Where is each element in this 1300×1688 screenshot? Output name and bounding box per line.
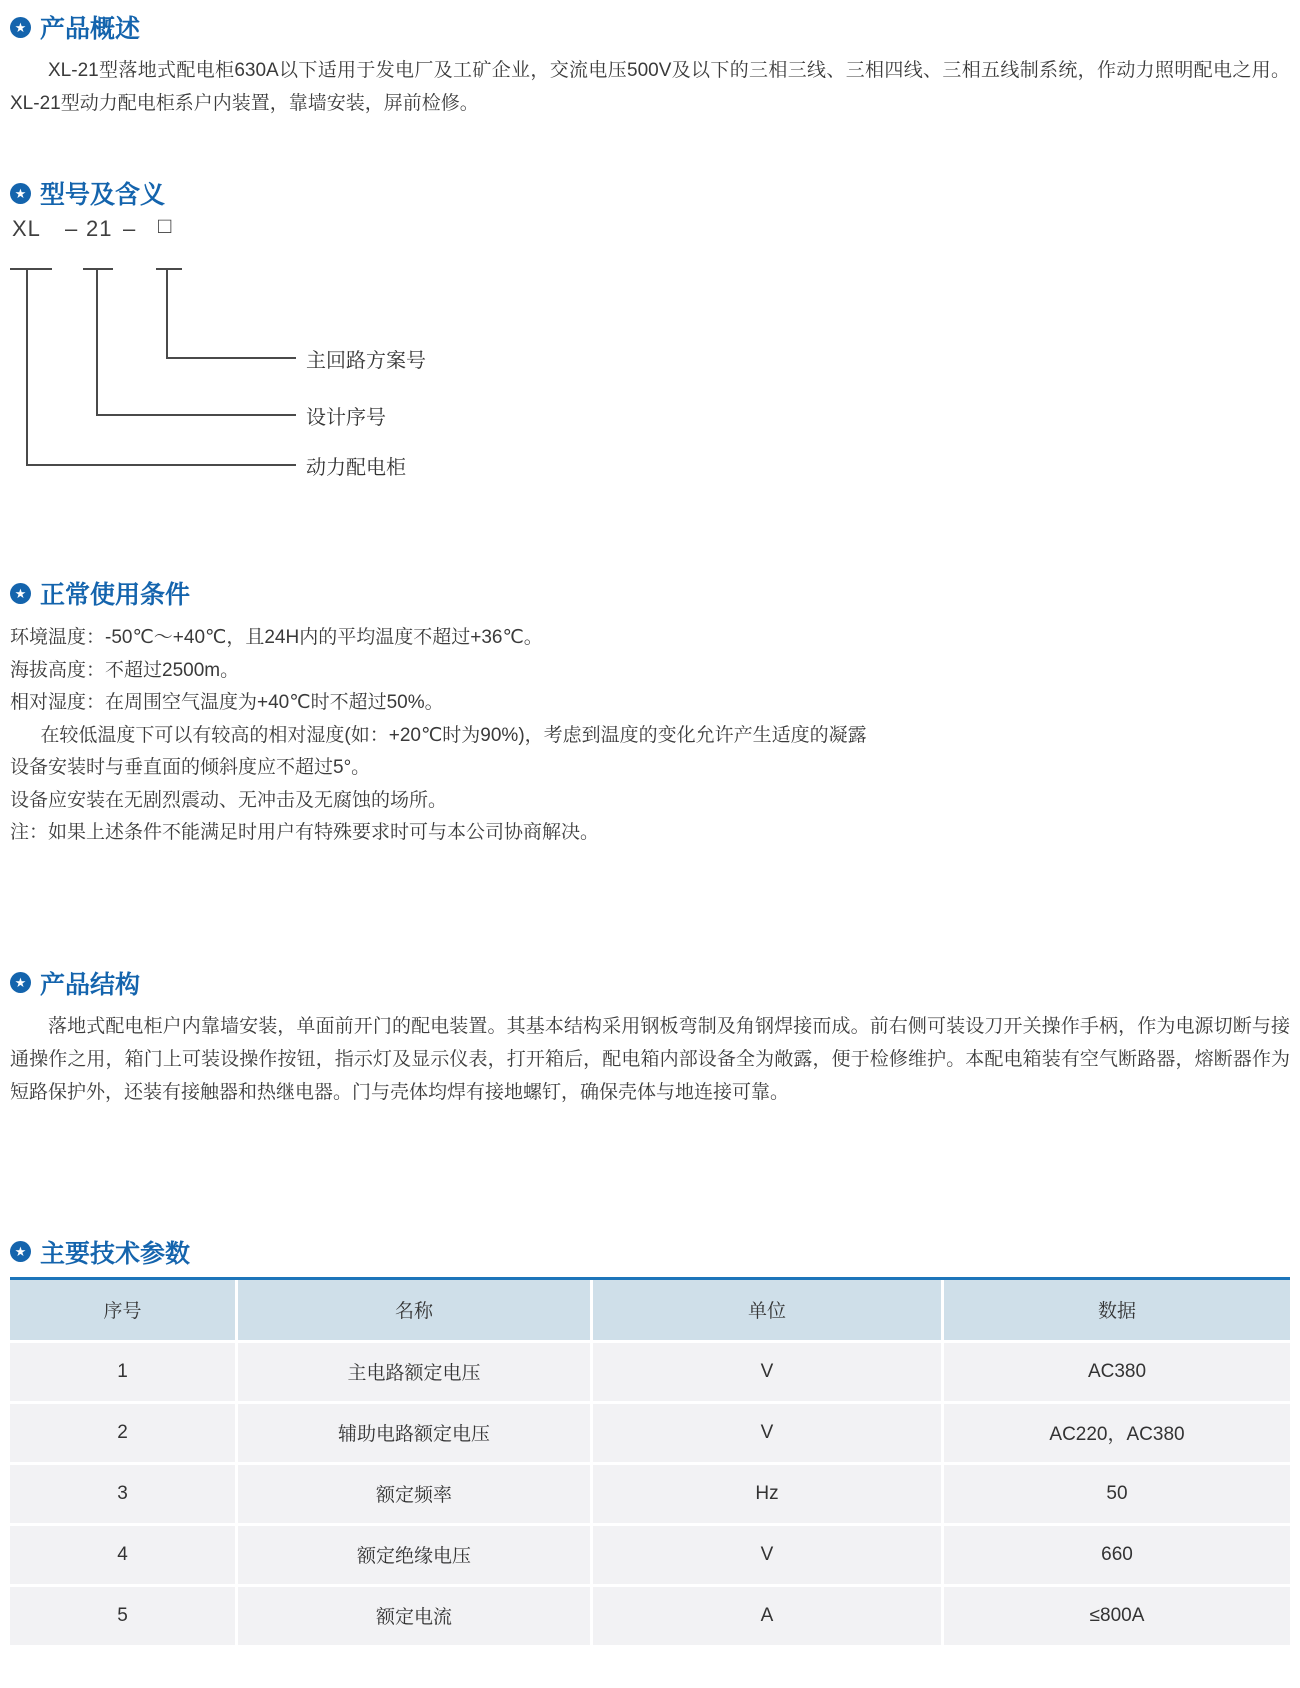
- diagram-underline: [156, 268, 182, 270]
- section-title-model: 型号及含义: [40, 181, 166, 209]
- diagram-connector-line: [26, 464, 296, 466]
- table-cell: 50: [944, 1465, 1290, 1523]
- table-cell: 辅助电路额定电压: [238, 1404, 590, 1462]
- table-cell: ≤800A: [944, 1587, 1290, 1645]
- overview-paragraph: XL-21型落地式配电柜630A以下适用于发电厂及工矿企业，交流电压500V及以下的三相三线、三相四线、三相五线制系统，作动力照明配电之用。XL-21型动力配电柜系户内装置，靠墙安装，屏前检修。: [10, 60, 1290, 114]
- star-badge-icon: ★: [10, 183, 31, 204]
- table-cell: 1: [10, 1343, 235, 1401]
- section-title-structure: 产品结构: [40, 970, 141, 999]
- table-cell: Hz: [593, 1465, 941, 1523]
- model-code-box-placeholder: □: [158, 213, 173, 238]
- structure-paragraph: 落地式配电柜户内靠墙安装，单面前开门的配电装置。其基本结构采用钢板弯制及角钢焊接而成。前右侧可装设刀开关操作手柄，作为电源切断与接通操作之用，箱门上可装设操作按钮，指示灯及显示仪表，打开箱后，配电箱内部设备全为敞露，便于检修维护。本配电箱装有空气断路器，熔断器作为短路保护外，还装有接触器和热继电器。门与壳体均焊有接地螺钉，确保壳体与地连接可靠。: [10, 1015, 1290, 1103]
- model-code-prefix: XL: [12, 216, 41, 241]
- section-header-conditions: [10, 578, 1290, 608]
- model-code-diagram: [10, 213, 1290, 479]
- condition-line: 在较低温度下可以有较高的相对湿度(如：+20℃时为90%)，考虑到温度的变化允许产生适度的凝露: [40, 724, 867, 746]
- section-header-parameters: [10, 1237, 1290, 1267]
- table-header-cell: 名称: [238, 1280, 590, 1340]
- diagram-label-cabinet: 动力配电柜: [306, 457, 406, 479]
- star-badge-icon: ★: [10, 583, 31, 604]
- section-header-overview: [10, 12, 1290, 42]
- table-cell: AC380: [944, 1343, 1290, 1401]
- condition-line: 海拔高度：不超过2500m。: [10, 659, 240, 681]
- table-cell: 660: [944, 1526, 1290, 1584]
- diagram-label-design-serial: 设计序号: [306, 407, 386, 429]
- table-cell: V: [593, 1343, 941, 1401]
- diagram-connector-line: [166, 357, 296, 359]
- model-code-series: 21: [86, 216, 113, 241]
- section-title-parameters: 主要技术参数: [40, 1239, 191, 1268]
- model-code-dash: –: [123, 216, 137, 241]
- section-title-conditions: 正常使用条件: [40, 581, 191, 609]
- diagram-underline: [10, 268, 52, 270]
- table-cell: V: [593, 1404, 941, 1462]
- table-cell: 5: [10, 1587, 235, 1645]
- section-header-model: [10, 178, 1290, 208]
- section-title-overview: 产品概述: [40, 15, 141, 43]
- condition-line: 设备应安装在无剧烈震动、无冲击及无腐蚀的场所。: [10, 789, 448, 811]
- table-header-cell: 数据: [944, 1280, 1290, 1340]
- table-cell: 额定电流: [238, 1587, 590, 1645]
- table-cell: 4: [10, 1526, 235, 1584]
- table-cell: 额定频率: [238, 1465, 590, 1523]
- star-badge-icon: ★: [10, 17, 31, 38]
- diagram-label-main-circuit: 主回路方案号: [306, 350, 426, 372]
- table-cell: V: [593, 1526, 941, 1584]
- star-badge-icon: ★: [10, 972, 31, 993]
- table-cell: AC220，AC380: [944, 1404, 1290, 1462]
- model-code-dash: –: [65, 216, 79, 241]
- diagram-underline: [83, 268, 113, 270]
- condition-line: 环境温度：-50℃～+40℃，且24H内的平均温度不超过+36℃。: [10, 627, 543, 648]
- parameters-table: [10, 1277, 1290, 1645]
- section-header-structure: [10, 968, 1290, 998]
- diagram-connector-line: [26, 268, 28, 466]
- table-cell: 额定绝缘电压: [238, 1526, 590, 1584]
- table-header-cell: 序号: [10, 1280, 235, 1340]
- diagram-connector-line: [166, 268, 168, 359]
- diagram-connector-line: [96, 268, 98, 416]
- conditions-list: [10, 622, 1290, 850]
- condition-line: 相对湿度：在周围空气温度为+40℃时不超过50%。: [10, 692, 444, 713]
- diagram-connector-line: [96, 414, 296, 416]
- table-cell: 3: [10, 1465, 235, 1523]
- condition-line: 设备安装时与垂直面的倾斜度应不超过5°。: [10, 757, 371, 778]
- star-badge-icon: ★: [10, 1241, 31, 1262]
- table-cell: 主电路额定电压: [238, 1343, 590, 1401]
- table-header-cell: 单位: [593, 1280, 941, 1340]
- table-cell: A: [593, 1587, 941, 1645]
- condition-line: 注：如果上述条件不能满足时用户有特殊要求时可与本公司协商解决。: [10, 822, 600, 843]
- table-cell: 2: [10, 1404, 235, 1462]
